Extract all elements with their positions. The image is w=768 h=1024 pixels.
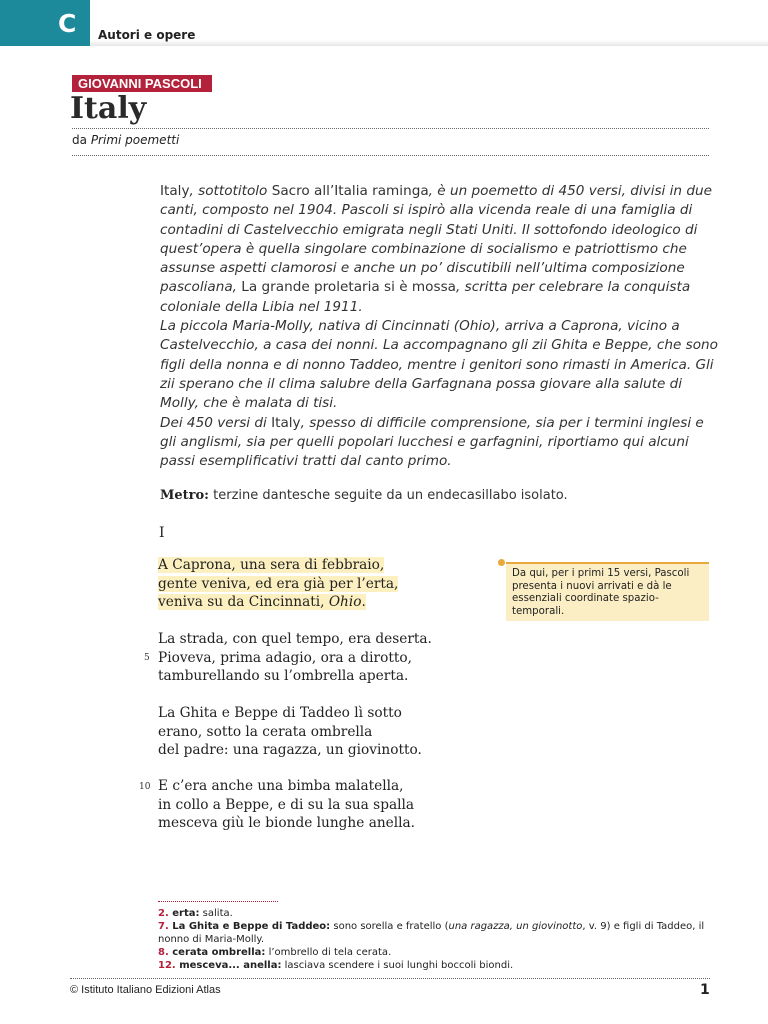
footer-divider bbox=[70, 978, 710, 979]
verse-line: in collo a Beppe, e di su la sua spalla bbox=[158, 796, 415, 813]
verse-line: mesceva giù le bionde lunghe anella. bbox=[158, 815, 416, 832]
publisher-credit: © Istituto Italiano Edizioni Atlas bbox=[70, 984, 221, 996]
metro-text: terzine dantesche seguite da un endecasillabo isolato. bbox=[209, 488, 568, 503]
footnote: 7. La Ghita e Beppe di Taddeo: sono sorella e fratello (una ragazza, un giovinotto, v. 9) e figli di Taddeo, il nonno di Maria-Molly. bbox=[158, 921, 705, 945]
verse-line: La strada, con quel tempo, era deserta. bbox=[158, 631, 432, 647]
footnote: 12. mesceva... anella: lasciava scendere i suoi lunghi boccoli biondi. bbox=[158, 960, 514, 971]
line-number: 5 bbox=[144, 653, 150, 663]
intro-paragraph-3: Dei 450 versi di Italy, spesso di difficile comprensione, sia per i termini inglesi e gli anglismi, sia per quelli popolari lucchesi e garfagnini, riportiamo qui alcuni passi esemplificativi tratti dal canto primo. bbox=[160, 414, 704, 470]
poem-stanza-1 bbox=[158, 556, 398, 612]
page-title: Italy bbox=[70, 91, 147, 126]
footnote: 2. erta: salita. bbox=[158, 908, 233, 919]
divider bbox=[72, 155, 709, 156]
author-label: GIOVANNI PASCOLI bbox=[72, 75, 212, 92]
metro-label: Metro: bbox=[160, 488, 209, 503]
verse-line: La Ghita e Beppe di Taddeo lì sotto bbox=[158, 705, 402, 721]
page-number: 1 bbox=[700, 982, 710, 998]
footnote: 8. cerata ombrella: l’ombrello di tela cerata. bbox=[158, 947, 392, 958]
verse-line: A Caprona, una sera di febbraio, bbox=[158, 557, 385, 573]
source-work: Primi poemetti bbox=[90, 133, 180, 147]
metro-line bbox=[160, 488, 568, 503]
intro-text bbox=[160, 182, 720, 471]
section-title: Autori e opere bbox=[98, 28, 196, 42]
poem-stanza-4 bbox=[158, 777, 415, 833]
intro-paragraph-1: Italy, sottotitolo Sacro all’Italia raminga, è un poemetto di 450 versi, divisi in due canti, composto nel 1904. Pascoli si ispirò alla vicenda reale di una famiglia di contadini di Castelvecchio emigrata negli Stati Uniti. Il sottofondo ideologico di quest’opera è quella singolare combinazione di socialismo e patriottismo che assunse aspetti clamorosi e anche un po’ discutibili nell’ultima composizione pascoliana, La grande proletaria si è mossa, scritta per celebrare la conquista coloniale della Libia nel 1911. bbox=[160, 183, 712, 315]
source-line bbox=[72, 133, 179, 147]
verse-line: E c’era anche una bimba malatella, bbox=[158, 778, 404, 794]
verse-line: erano, sotto la cerata ombrella bbox=[158, 723, 373, 740]
intro-paragraph-2: La piccola Maria-Molly, nativa di Cincinnati (Ohio), arriva a Caprona, vicino a Castelvecchio, a casa dei nonni. La accompagnano gli zii Ghita e Beppe, che sono figli della nonna e di nonno Taddeo, mentre i genitori sono rimasti in America. Gli zii sperano che il clima salubre della Garfagnana possa giovare alla salute di Molly, che è malata di tisi. bbox=[160, 318, 718, 412]
section-tab bbox=[0, 0, 90, 46]
line-number: 10 bbox=[139, 782, 151, 792]
verse-line: tamburellando su l’ombrella aperta. bbox=[158, 668, 409, 685]
verse-line: del padre: una ragazza, un giovinotto. bbox=[158, 742, 422, 759]
footnote-separator bbox=[158, 901, 278, 902]
section-letter: C bbox=[58, 9, 77, 38]
verse-line: veniva su da Cincinnati, Ohio. bbox=[158, 594, 366, 611]
poem-stanza-2 bbox=[158, 630, 432, 686]
source-prefix: da bbox=[72, 133, 87, 147]
poem-stanza-3 bbox=[158, 704, 422, 760]
canto-number: I bbox=[159, 525, 165, 541]
note-marker bbox=[498, 559, 505, 566]
verse-line: Pioveva, prima adagio, ora a dirotto, bbox=[158, 649, 412, 666]
verse-line: gente veniva, ed era già per l’erta, bbox=[158, 575, 399, 592]
footnotes bbox=[158, 907, 714, 972]
divider bbox=[72, 128, 709, 129]
side-note: Da qui, per i primi 15 versi, Pascoli presenta i nuovi arrivati e dà le essenziali coordinate spazio-temporali. bbox=[506, 562, 709, 621]
